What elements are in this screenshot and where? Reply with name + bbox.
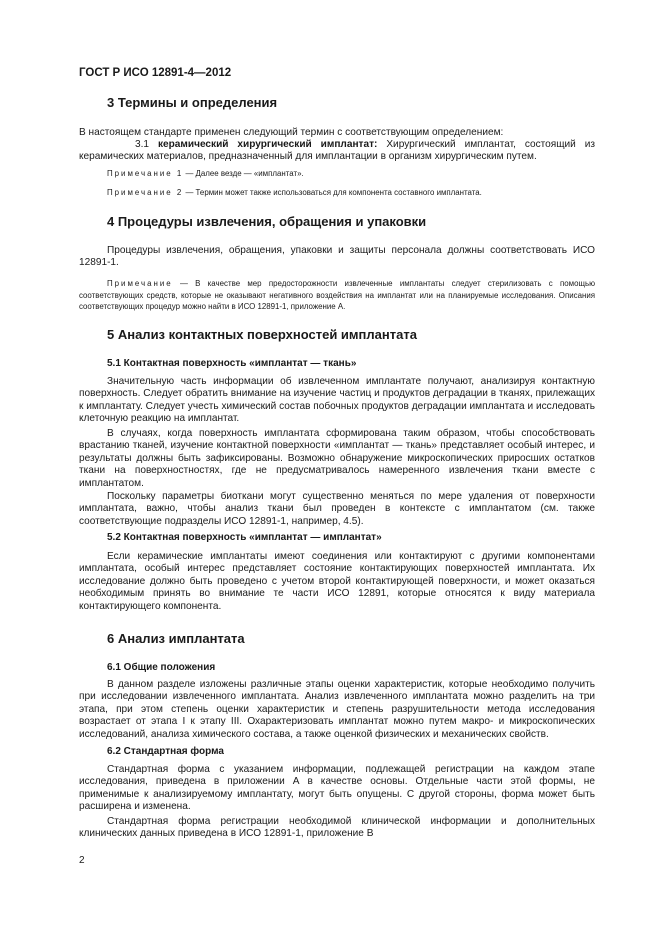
subsection-5-2-paragraph: Если керамические имплантаты имеют соединения или контактируют с другими компонентами имплантата, особый интерес представляет состояние контактирующих поверхностей имплантата. Их исследование должно быть проведено с учетом второй контактирующей поверхности, и может оказаться необходимым принять во внимание те части ИСО 12891, которые относятся к виду материала контактирующего компонента. <box>79 551 595 612</box>
term-name: керамический хирургический имплантат: <box>157 139 378 150</box>
subsection-5-1-title: 5.1 Контактная поверхность «имплантат — ткань» <box>107 358 357 369</box>
subsection-6-2-paragraph-2: Стандартная форма регистрации необходимой клинической информации и дополнительных клинических данных приведена в ИСО 12891-1, приложение В <box>79 816 595 840</box>
term-definition: Хирургический имплантат, состоящий из керамических материалов, предназначенный для имплантации в организм хирургическим путем. <box>79 139 596 163</box>
note-1: Примечание 1 — Далее везде — «имплантат». <box>107 169 304 178</box>
section-3-intro: В настоящем стандарте применен следующий термин с соответствующим определением: <box>79 127 504 138</box>
section-4-paragraph: Процедуры извлечения, обращения, упаковки и защиты персонала должны соответствовать ИСО 12891-1. <box>79 245 595 269</box>
section-6-title: 6 Анализ имплантата <box>107 631 245 646</box>
subsection-5-1-paragraph-2: В случаях, когда поверхность имплантата сформирована таким образом, чтобы способствовать врастанию тканей, изучение контактной поверхности «имплантат — ткань» представляет особый интерес, и результаты должны быть зафиксированы. Возможно обнаружение микроскопических приросших остатков ткани на поверхностностях, где не предусматривалось намеренного извлечения ткани вместе с имплантатом. <box>79 428 595 489</box>
section-4-title: 4 Процедуры извлечения, обращения и упаковки <box>107 214 427 229</box>
document-header: ГОСТ Р ИСО 12891-4—2012 <box>79 67 232 79</box>
note-2: Примечание 2 — Термин может также использоваться для компонента составного имплантата. <box>107 188 482 197</box>
page-number: 2 <box>79 855 85 866</box>
subsection-6-1-paragraph: В данном разделе изложены различные этапы оценки характеристик, которые необходимо получить при исследовании извлеченного имплантата. Анализ извлеченного имплантата можно разделить на три этапа, при этом степень оценки характеристик и степень разрушительности метода исследования возрастает от этапа I к этапу III. Охарактеризовать имплантат можно путем макро- и микроскопических исследований, анализа химического состава, а также оценкой физических и механических свойств. <box>79 679 595 740</box>
subsection-6-1-title: 6.1 Общие положения <box>107 662 216 673</box>
subsection-6-2-title: 6.2 Стандартная форма <box>107 746 224 757</box>
subsection-6-2-paragraph-1: Стандартная форма с указанием информации, подлежащей регистрации на каждом этапе исследования, приведена в приложении А в качестве основы. Отдельные части этой формы, не применимые к анализируемому имплантату, могут быть опущены. С другой стороны, форма может быть расширена и изменена. <box>79 764 595 813</box>
subsection-5-1-paragraph-1: Значительную часть информации об извлеченном имплантате получают, анализируя контактную поверхность. Следует обратить внимание на изучение частиц и продуктов деградации в тканях, прилежащих к имплантату. Следует учесть химический состав побочных продуктов деградации имплантата и исследовать клеточную реакцию на имплантат. <box>79 376 595 425</box>
section-4-note: Примечание — В качестве мер предосторожности извлеченные имплантаты следует стерилизовать с помощью соответствующих средств, которые не оказывают негативного воздействия на имплантат или на планируемые исследования. Описания соответствующих процедур можно найти в ИСО 12891-1, приложение А. <box>79 279 595 311</box>
term-3-1: 3.1 керамический хирургический имплантат: Хирургический имплантат, состоящий из керамических материалов, предназначенный для имплантации в организм хирургическим путем. <box>79 139 596 163</box>
subsection-5-1-paragraph-3: Поскольку параметры биоткани могут существенно меняться по мере удаления от поверхности имплантата, важно, чтобы анализ ткани был проведен в контексте с имплантатом (см. также соответствующие подразделы ИСО 12891-1, например, 4.5). <box>79 491 595 527</box>
section-5-title: 5 Анализ контактных поверхностей имплантата <box>107 327 417 342</box>
section-3-title: 3 Термины и определения <box>107 95 278 110</box>
subsection-5-2-title: 5.2 Контактная поверхность «имплантат — имплантат» <box>107 532 382 543</box>
